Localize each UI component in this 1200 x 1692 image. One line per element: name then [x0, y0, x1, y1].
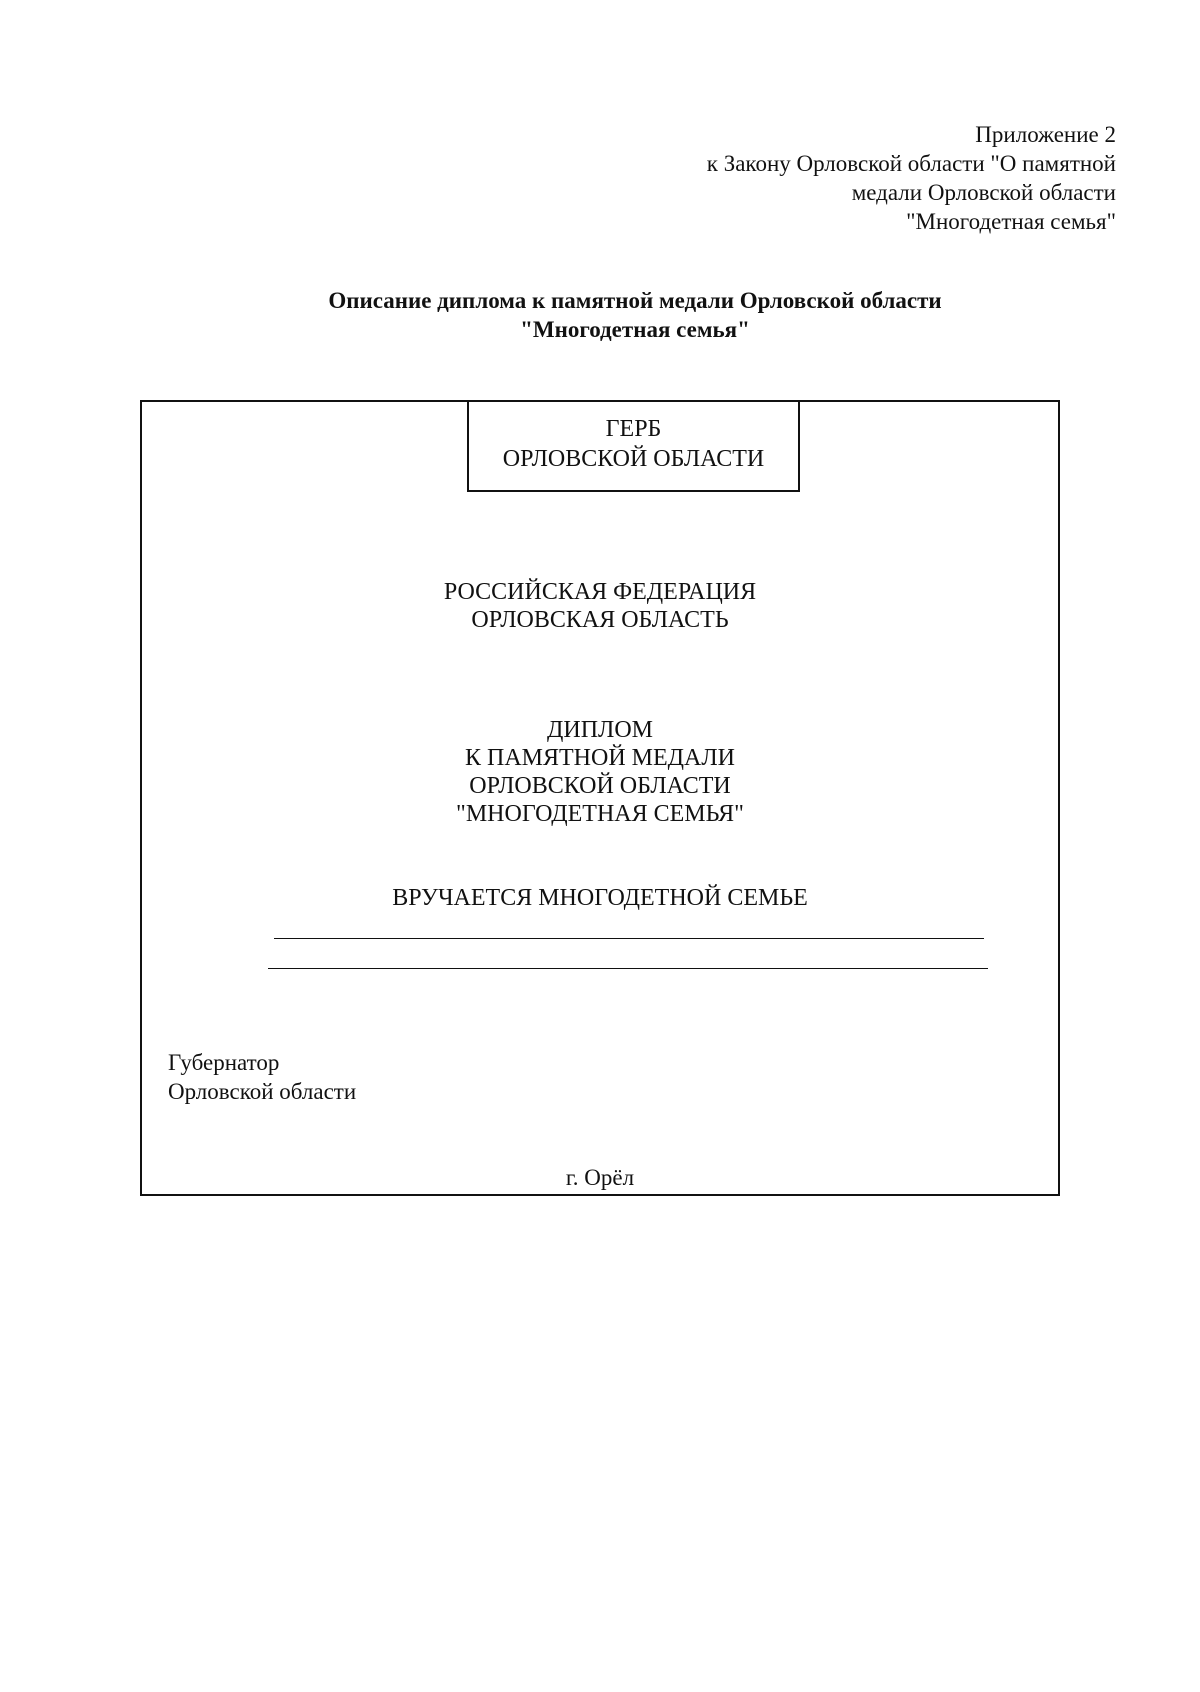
annex-law-line: "Многодетная семья" — [906, 209, 1116, 234]
annex-law-line: медали Орловской области — [851, 180, 1116, 205]
document-title — [0, 286, 1200, 344]
family-name-line — [274, 938, 984, 939]
annex-number: Приложение 2 — [975, 122, 1116, 147]
coat-of-arms-label: ОРЛОВСКОЙ ОБЛАСТИ — [502, 446, 765, 472]
annex-header — [707, 120, 1116, 236]
document-title-line: Описание диплома к памятной медали Орловской области — [328, 288, 942, 313]
coat-of-arms-label: ГЕРБ — [605, 416, 662, 442]
diploma-title-line: ДИПЛОМ — [547, 717, 653, 743]
region-line: ОРЛОВСКАЯ ОБЛАСТЬ — [471, 607, 729, 633]
diploma-title-line: "МНОГОДЕТНАЯ СЕМЬЯ" — [456, 801, 744, 827]
diploma-title-line: ОРЛОВСКОЙ ОБЛАСТИ — [469, 773, 731, 799]
diploma-title-line: К ПАМЯТНОЙ МЕДАЛИ — [465, 745, 735, 771]
federation-block — [142, 578, 1058, 634]
governor-signature-block — [168, 1048, 356, 1106]
governor-title: Губернатор — [168, 1050, 280, 1075]
governor-region: Орловской области — [168, 1079, 357, 1104]
document-title-line: "Многодетная семья" — [520, 317, 750, 342]
federation-line: РОССИЙСКАЯ ФЕДЕРАЦИЯ — [443, 579, 757, 605]
award-text: ВРУЧАЕТСЯ МНОГОДЕТНОЙ СЕМЬЕ — [392, 885, 808, 911]
annex-law-line: к Закону Орловской области "О памятной — [706, 151, 1116, 176]
diploma-frame — [140, 400, 1060, 1196]
coat-of-arms-box — [467, 400, 800, 492]
family-name-line — [268, 968, 988, 969]
city-label: г. Орёл — [565, 1165, 635, 1190]
diploma-title-block — [142, 716, 1058, 828]
